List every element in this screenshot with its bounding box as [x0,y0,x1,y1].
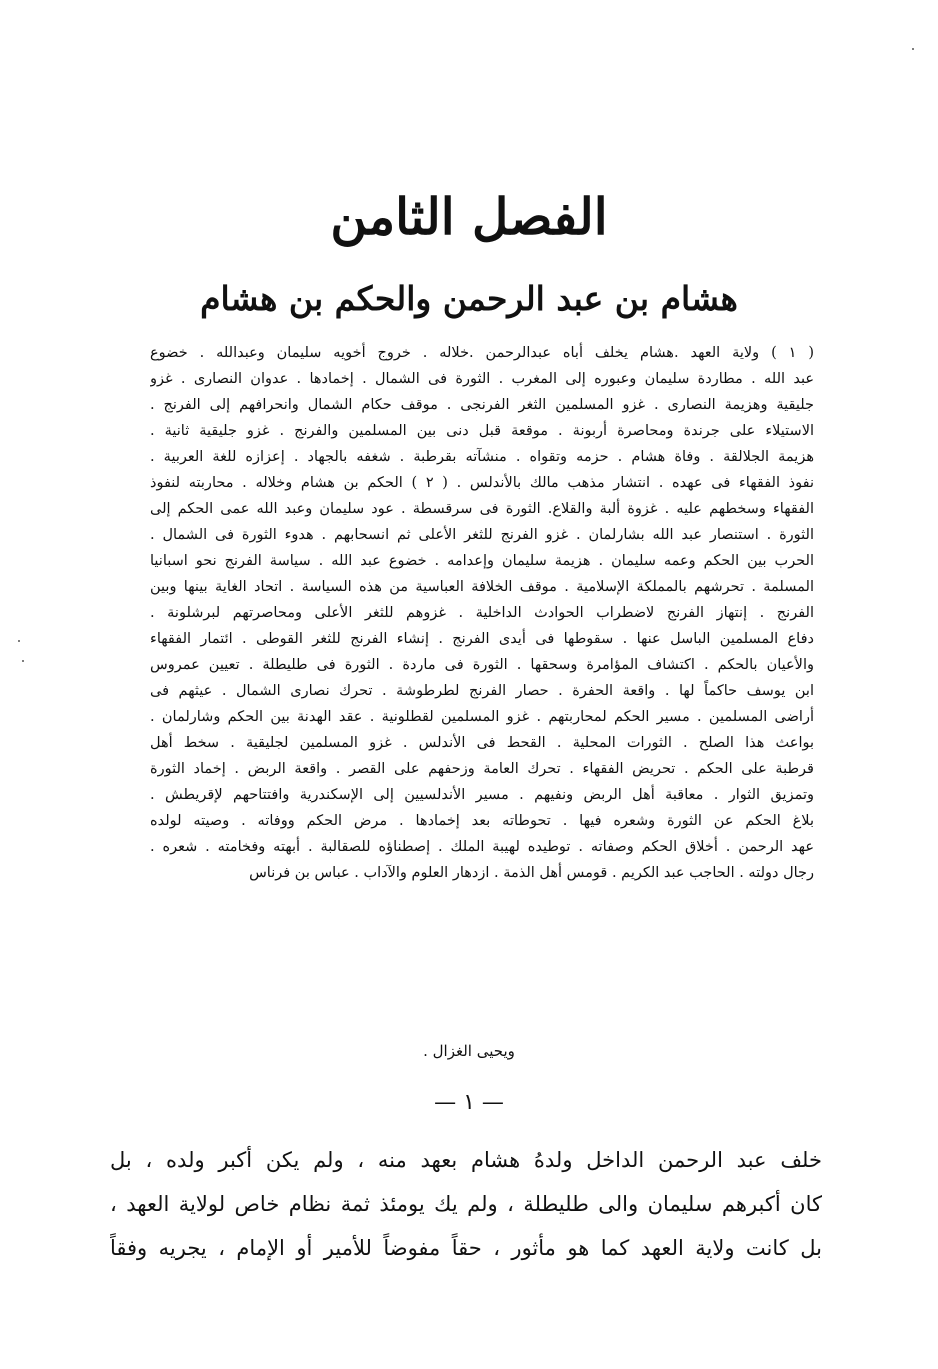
summary-line: الفرنج . إنتهاز الفرنج لاضطراب الحوادث الداخلية . غزوهم للثغر الأعلى ومحاصرتهم لبرشلونة . [150,605,814,621]
summary-line: جليقية وهزيمة النصارى . غزو المسلمين الثغر الفرنجى . موقف حكام الشمال وانحرافهم إلى الفرنج . [150,397,814,413]
body-text [110,1138,822,1270]
summary-line: وتمزيق الثوار . معاقبة أهل الربض ونفيهم . مسير الأندلسيين إلى الإسكندرية وافتتاحهم لإقريطش . [150,787,814,803]
summary-end: ويحيى الغزال . [423,1042,515,1060]
summary-line: بلاغ الحكم عن الثورة وشعره فيها . تحوطاته بعد إخمادها . مرض الحكم ووفاته . وصيته لولده [150,813,814,829]
chapter-summary [150,340,814,886]
summary-line: هزيمة الجلالقة . وفاة هشام . حزمه وتقواه . منشآته بقرطبة . شغفه بالجهاد . إعزازه للغة العربية . [150,449,814,465]
scan-speck [912,48,914,50]
summary-line: أراضى المسلمين . مسير الحكم لمحاربتهم . غزو المسلمين لقطلونية . عقد الهدنة بين الحكم وشارلمان . [150,709,814,725]
summary-line: الحرب بين الحكم وعمه سليمان . هزيمة سليمان وإعدامه . خضوع عبد الله . سياسة الفرنج نحو اسبانيا [150,553,814,569]
summary-line: الثورة . استنصار عبد الله بشارلمان . غزو الفرنج للثغر الأعلى ثم انسحابهم . هدوء الثورة فى الشمال . [150,527,814,543]
body-line: خلف عبد الرحمن الداخل ولدهُ هشام بعهد منه ، ولم يكن أكبر ولده ، بل [110,1148,822,1172]
summary-line: ابن يوسف حاكماً لها . واقعة الحفرة . حصار الفرنج لطرطوشة . تحرك نصارى الشمال . عيثهم فى [150,683,814,699]
summary-line: الفقهاء وسخطهم عليه . غزوة ألبة والقلاع. الثورة فى سرقسطة . عود سليمان وعبد الله عمى الحكم إلى [150,501,814,517]
summary-line: دفاع المسلمين الباسل عنها . سقوطها فى أيدى الفرنج . إنشاء الفرنج للثغر القوطى . ائتمار الفقهاء [150,631,814,647]
summary-line: والأعيان بالحكم . اكتشاف المؤامرة وسحقها . الثورة فى ماردة . الثورة فى طليطلة . تعيين عمروس [150,657,814,673]
summary-line: ( ١ ) ولاية العهد .هشام يخلف أباه عبدالرحمن .خلاله . خروج أخويه سليمان وعبدالله . خضوع [150,345,814,361]
body-line: كان أكبرهم سليمان والى طليطلة ، ولم يك يومئذ ثمة نظام خاص لولاية العهد ، [110,1192,822,1216]
section-number: — ١ — [434,1090,504,1115]
chapter-subtitle: هشام بن عبد الرحمن والحكم بن هشام [200,279,738,318]
summary-line: الاستيلاء على جرندة ومحاصرة أربونة . موقعة قبل دنى بين المسلمين والفرنج . غزو جليقية ثانية . [150,423,814,439]
summary-line: عبد الله . مطاردة سليمان وعبوره إلى المغرب . الثورة فى الشمال . إخمادها . عدوان النصارى . غزو [150,371,814,387]
summary-line: المسلمة . تحرشهم بالمملكة الإسلامية . موقف الخلافة العباسية من هذه السياسة . اتحاد الغاية بينها وبين [150,579,814,595]
scan-speck [22,660,24,662]
summary-line: نفوذ الفقهاء فى عهده . انتشار مذهب مالك بالأندلس . ( ٢ ) الحكم بن هشام وخلاله . محاربته لنفوذ [150,475,814,491]
body-line: بل كانت ولاية العهد كما هو مأثور ، حقاً مفوضاً للأمير أو الإمام ، يجريه وفقاً [110,1236,822,1260]
summary-line: عهد الرحمن . أخلاق الحكم وصفاته . توطيده لهيبة الملك . إصطناؤه للصقالبة . أبهته وفخامته . شعره . [150,839,814,855]
summary-line: بواعث هذا الصلح . الثورات المحلية . القحط فى الأندلس . غزو المسلمين لجليقية . سخط أهل [150,735,814,751]
scan-speck [18,640,20,642]
chapter-title: الفصل الثامن [330,187,608,246]
summary-line: قرطبة على الحكم . تحريض الفقهاء . تحرك العامة وزحفهم على القصر . واقعة الربض . إخماد الثورة [150,761,814,777]
summary-line: رجال دولته . الحاجب عبد الكريم . قومس أهل الذمة . ازدهار العلوم والآداب . عباس بن فرناس [249,865,814,881]
